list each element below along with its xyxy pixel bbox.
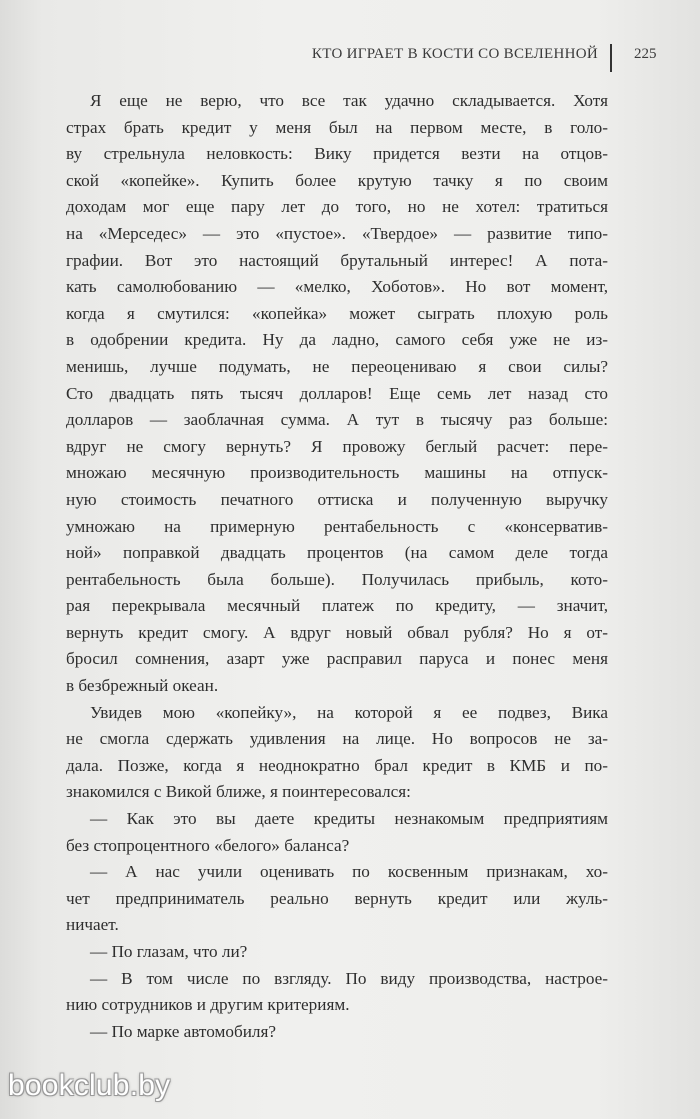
text-line: рая перекрывала месячный платеж по кредиту, — значит, [66,596,608,616]
text-line: нию сотрудников и другим критериям. [66,995,350,1015]
text-line: кать самолюбованию — «мелко, Хоботов». Но вот момент, [66,277,608,297]
text-line: Я еще не верю, что все так удачно складывается. Хотя [90,91,608,110]
text-line: ской «копейке». Купить более крутую тачку я по своим [66,170,608,190]
text-line: на «Мерседес» — это «пустое». «Твердое» — развитие типо- [66,223,608,243]
text-line: — Как это вы даете кредиты незнакомым предприятиям [90,809,608,829]
text-line: Увидев мою «копейку», на которой я ее подвез, Вика [90,702,608,722]
text-line: рентабельность была больше). Получилась прибыль, кото- [66,569,608,589]
watermark-logo: bookclub.by [8,1069,171,1102]
text-line: — По марке автомобиля? [90,1021,277,1041]
text-line: ную стоимость печатного оттиска и полученную выручку [66,489,608,509]
text-line: — По глазам, что ли? [90,942,248,961]
text-line: доходам мог еще пару лет до того, но не хотел: тратиться [66,197,608,217]
text-line: знакомился с Викой ближе, я поинтересовался: [66,782,411,802]
running-title: КТО ИГРАЕТ В КОСТИ СО ВСЕЛЕННОЙ [311,46,598,62]
text-line: долларов — заоблачная сумма. А тут в тысячу раз больше: [66,410,608,430]
text-line: Сто двадцать пять тысяч долларов! Еще семь лет назад сто [66,383,608,403]
text-line: чет предприниматель реально вернуть кредит или жуль- [66,888,608,908]
text-line: когда я смутился: «копейка» может сыграть плохую роль [66,303,608,323]
text-line: ной» поправкой двадцать процентов (на самом деле тогда [66,543,608,563]
header-divider [610,44,612,72]
text-line: ничает. [66,915,119,935]
text-line: множаю месячную производительность машины на отпуск- [66,463,608,483]
text-line: менишь, лучше подумать, не переоцениваю я свои силы? [66,356,608,376]
text-line: без стопроцентного «белого» баланса? [66,835,350,855]
text-line: в одобрении кредита. Ну да ладно, самого себя уже не из- [66,330,608,350]
text-line: не смогла сдержать удивления на лице. Но вопросов не за- [66,729,608,749]
text-line: вернуть кредит смогу. А вдруг новый обвал рубля? Но я от- [66,622,608,642]
page-number: 225 [634,46,657,62]
running-header [0,44,700,74]
text-line: вдруг не смогу вернуть? Я провожу беглый расчет: пере- [66,436,608,456]
body-text [66,88,608,1045]
text-line: — В том числе по взгляду. По виду производства, настрое- [90,968,608,988]
text-line: ву стрельнула неловкость: Вику придется везти на отцов- [66,144,608,164]
text-line: дала. Позже, когда я неоднократно брал кредит в КМБ и по- [66,755,608,775]
text-line: страх брать кредит у меня был на первом месте, в голо- [66,117,608,137]
text-line: — А нас учили оценивать по косвенным признакам, хо- [90,862,608,882]
text-line: графии. Вот это настоящий брутальный интерес! А пота- [66,250,608,270]
text-line: умножаю на примерную рентабельность с «консерватив- [66,516,608,536]
text-line: бросил сомнения, азарт уже расправил паруса и понес меня [66,649,608,669]
text-line: в безбрежный океан. [66,676,219,696]
